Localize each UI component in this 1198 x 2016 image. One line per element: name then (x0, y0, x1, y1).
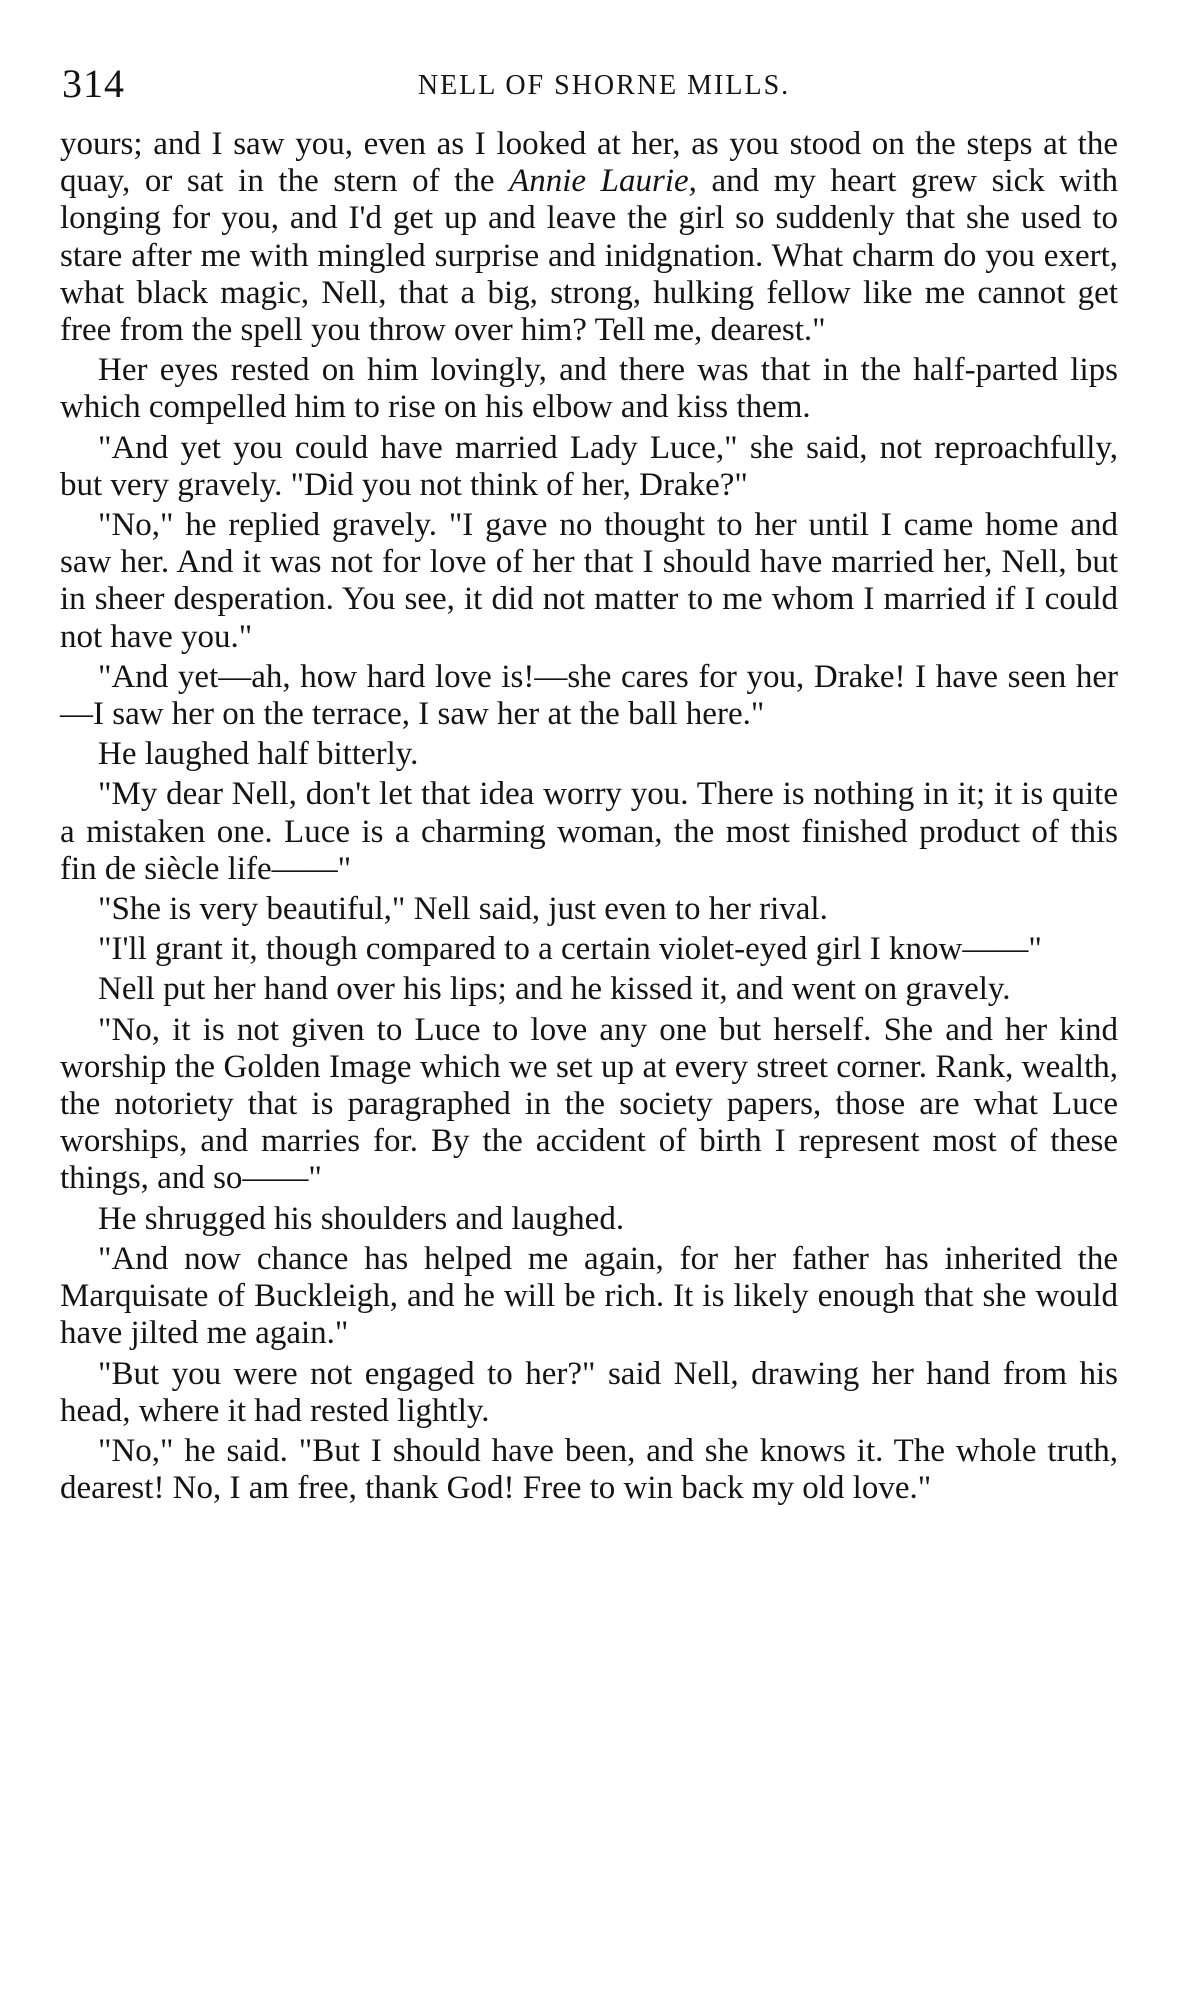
paragraph-text: "And yet you could have married Lady Luce," she said, not reproachfully, but very gravely. "Did you not think of her, Drake?" (60, 429, 1118, 503)
paragraph-text: "I'll grant it, though compared to a certain violet-eyed girl I know——" (98, 931, 1042, 968)
paragraph-text: Nell put her hand over his lips; and he kissed it, and went on gravely. (98, 971, 1011, 1008)
paragraph (60, 1201, 1118, 1238)
paragraph-text: He shrugged his shoulders and laughed. (98, 1200, 625, 1237)
paragraph (60, 971, 1118, 1008)
paragraph-text: and my heart grew sick with longing for you, and I'd get up and leave the girl so suddenly that she used to stare after me with mingled surprise and inidgnation. What charm do you exert, what black magic, Nell, that a big, strong, hulking fellow like me cannot get free from the spell you throw over him? Tell me, dearest." (60, 163, 1118, 349)
paragraph-text: "No," he said. "But I should have been, and she knows it. The whole truth, dearest! No, I am free, thank God! Free to win back my old love." (60, 1432, 1118, 1507)
paragraph (60, 659, 1118, 733)
paragraph (60, 1356, 1118, 1430)
paragraph-text: "My dear Nell, don't let that idea worry you. There is nothing in it; it is quite a mistaken one. Luce is a charming woman, the most finished product of this fin de siècle life——" (60, 776, 1118, 887)
paragraph-text: "And yet—ah, how hard love is!—she cares for you, Drake! I have seen her—I saw her on the terrace, I saw her at the ball here." (60, 658, 1118, 733)
paragraph (60, 1012, 1118, 1198)
paragraph (60, 1241, 1118, 1353)
paragraph-text: Her eyes rested on him lovingly, and there was that in the half-parted lips which compelled him to rise on his elbow and kiss them. (60, 352, 1118, 426)
book-page (60, 62, 1118, 1510)
paragraph (60, 1433, 1118, 1507)
paragraph-text: "She is very beautiful," Nell said, just even to her rival. (98, 891, 828, 928)
body-text (60, 126, 1118, 1507)
paragraph-text: "But you were not engaged to her?" said Nell, drawing her hand from his head, where it had rested lightly. (60, 1355, 1118, 1429)
paragraph (60, 352, 1118, 426)
page-number: 314 (62, 61, 125, 106)
italic-text: Annie Laurie, (509, 163, 697, 200)
paragraph (60, 736, 1118, 773)
paragraph-text: yours; and I saw you, even as I looked at her, as you stood on the steps at the quay, or sat in the stern of the (60, 126, 1118, 200)
paragraph (60, 891, 1118, 928)
paragraph (60, 507, 1118, 656)
paragraph-text: He laughed half bitterly. (98, 736, 419, 773)
running-title: NELL OF SHORNE MILLS. (417, 70, 791, 101)
paragraph (60, 776, 1118, 888)
paragraph-text: "And now chance has helped me again, for her father has inherited the Marquisate of Buckleigh, and he will be rich. It is likely enough that she would have jilted me again." (60, 1240, 1118, 1352)
paragraph (60, 126, 1118, 349)
page-header (60, 62, 1118, 106)
paragraph (60, 430, 1118, 504)
paragraph-text: "No, it is not given to Luce to love any one but herself. She and her kind worship the Golden Image which we set up at every street corner. Rank, wealth, the notoriety that is paragraphed in the society papers, those are what Luce worships, and marries for. By the accident of birth I represent most of these things, and so——" (60, 1011, 1118, 1197)
paragraph (60, 931, 1118, 968)
paragraph-text: "No," he replied gravely. "I gave no thought to her until I came home and saw her. And it was not for love of her that I should have married her, Nell, but in sheer desperation. You see, it did not matter to me whom I married if I could not have you." (60, 507, 1118, 655)
